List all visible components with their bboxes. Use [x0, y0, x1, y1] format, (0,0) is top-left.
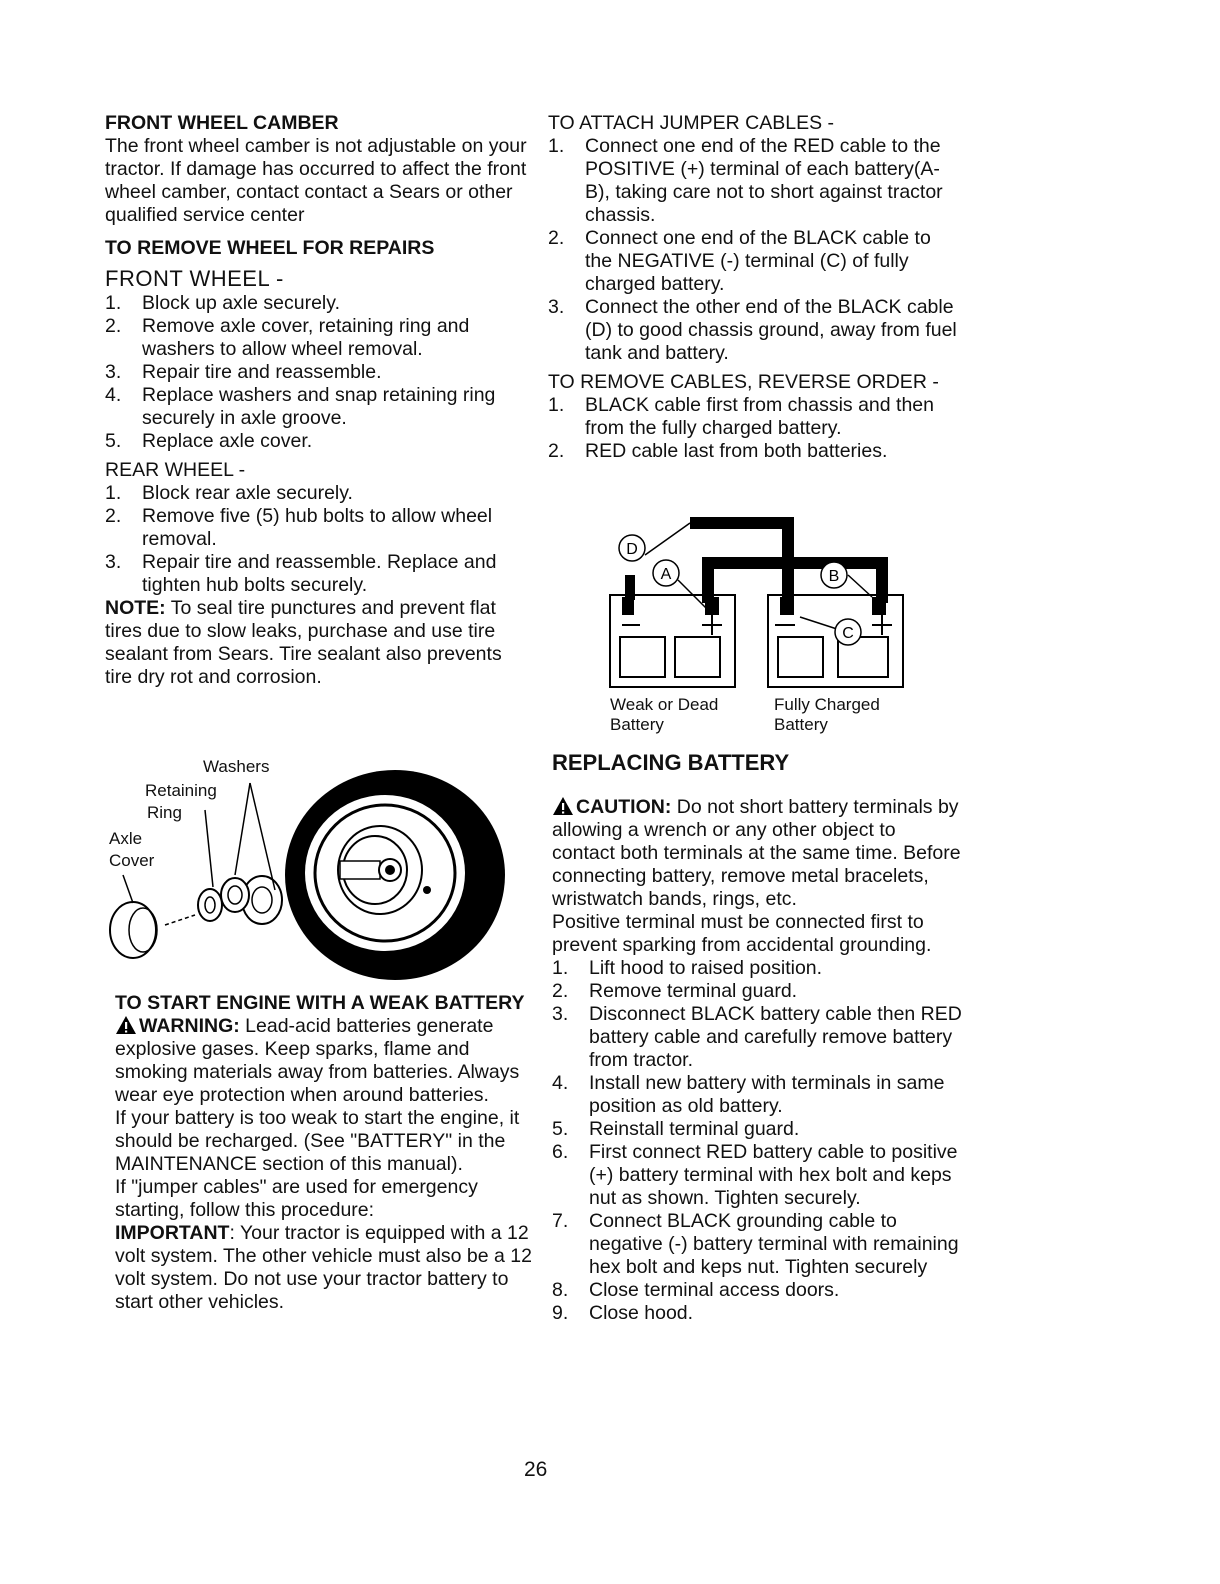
terminal-b-label: B [828, 568, 840, 585]
list-item: 3. Repair tire and reassemble. [105, 361, 382, 383]
front-wheel-steps [105, 292, 530, 453]
important-label: IMPORTANT [115, 1222, 230, 1244]
remove-wheel-heading: TO REMOVE WHEEL FOR REPAIRS [105, 237, 435, 259]
terminal-d-label: D [626, 541, 638, 558]
retaining-label: Retaining [145, 781, 217, 800]
weak-battery-label-line2: Battery [610, 715, 664, 734]
jumper-cables-steps [548, 135, 963, 365]
list-item: 9. Close hood. [552, 1302, 694, 1324]
list-item: 1. BLACK cable first from chassis and then from the fully charged battery. [548, 394, 934, 439]
page-number: 26 [524, 1458, 548, 1481]
caution-icon [552, 796, 574, 816]
list-item: 2. Connect one end of the BLACK cable to the NEGATIVE (-) terminal (C) of fully charged battery. [548, 227, 931, 295]
list-item: 5. Replace axle cover. [105, 430, 313, 452]
remove-cables-heading: TO REMOVE CABLES, REVERSE ORDER - [548, 371, 939, 393]
list-item: 3. Repair tire and reassemble. Replace and tighten hub bolts securely. [105, 551, 497, 596]
washers-label: Washers [203, 757, 270, 776]
weak-battery-label-line1: Weak or Dead [610, 695, 719, 714]
list-item: 7. Connect BLACK grounding cable to negative (-) battery terminal with remaining hex bolt and keps nut. Tighten securely [552, 1210, 959, 1278]
replacing-battery-section [552, 750, 962, 1325]
warning-label: WARNING: [139, 1015, 240, 1037]
recharge-paragraph: If your battery is too weak to start the engine, it should be recharged. (See "BATTERY" in the MAINTENANCE section of this manual). [115, 1107, 520, 1175]
list-item: 2. RED cable last from both batteries. [548, 440, 888, 462]
replacing-battery-heading: REPLACING BATTERY [552, 750, 790, 775]
list-item: 1. Block up axle securely. [105, 292, 340, 314]
list-item: 2. Remove five (5) hub bolts to allow wheel removal. [105, 505, 493, 550]
list-item: 3. Connect the other end of the BLACK cable (D) to good chassis ground, away from fuel tank and battery. [548, 296, 957, 364]
list-item: 2. Remove axle cover, retaining ring and washers to allow wheel removal. [105, 315, 470, 360]
rear-wheel-subheading: REAR WHEEL - [105, 459, 246, 481]
jumper-cables-heading: TO ATTACH JUMPER CABLES - [548, 112, 835, 134]
terminal-a-label: A [660, 566, 672, 583]
left-column [105, 112, 530, 689]
front-wheel-subheading: FRONT WHEEL - [105, 266, 284, 291]
list-item: 8. Close terminal access doors. [552, 1279, 840, 1301]
list-item: 1. Block rear axle securely. [105, 482, 353, 504]
front-wheel-camber-text: The front wheel camber is not adjustable on your tractor. If damage has occurred to affect the front wheel camber, contact contact a Sears or other qualified service center [105, 135, 527, 226]
tire-sealant-note: NOTE: To seal tire punctures and prevent flat tires due to slow leaks, purchase and use tire sealant from Sears. Tire sealant also prevents tire dry rot and corrosion. [105, 597, 502, 688]
charged-battery-label-line2: Battery [774, 715, 828, 734]
weak-battery-section [115, 992, 535, 1314]
list-item: 1. Connect one end of the RED cable to the POSITIVE (+) terminal of each battery(A-B), taking care not to short against tractor chassis. [548, 135, 943, 226]
list-item: 2. Remove terminal guard. [552, 980, 798, 1002]
jumper-cable-diagram [600, 515, 920, 745]
battery-diagram-drawing [600, 515, 920, 690]
note-label: NOTE: [105, 597, 166, 619]
rear-wheel-steps [105, 482, 530, 597]
weak-battery-heading: TO START ENGINE WITH A WEAK BATTERY [115, 992, 525, 1014]
terminal-c-label: C [842, 625, 854, 642]
warning-paragraph: WARNING: Lead-acid batteries generate explosive gases. Keep sparks, flame and smoking materials away from batteries. Always wear eye protection when around batteries. [115, 1015, 520, 1106]
axle-label: Axle [109, 829, 143, 848]
list-item: 4. Install new battery with terminals in same position as old battery. [552, 1072, 945, 1117]
front-wheel-camber-heading: FRONT WHEEL CAMBER [105, 112, 339, 134]
list-item: 3. Disconnect BLACK battery cable then RED battery cable and carefully remove battery from tractor. [552, 1003, 962, 1071]
caution-label: CAUTION: [576, 796, 672, 818]
important-paragraph: IMPORTANT: Your tractor is equipped with a 12 volt system. The other vehicle must also be a 12 volt system. Do not use your tractor battery to start other vehicles. [115, 1222, 532, 1313]
charged-battery-label-line1: Fully Charged [774, 695, 880, 714]
ring-label: Ring [147, 803, 182, 822]
remove-cables-steps [548, 394, 963, 463]
list-item: 6. First connect RED battery cable to positive (+) battery terminal with hex bolt and keps nut as shown. Tighten securely. [552, 1141, 958, 1209]
replacing-battery-steps [552, 957, 962, 1325]
positive-terminal-note: Positive terminal must be connected first to prevent sparking from accidental grounding. [552, 911, 932, 956]
jumper-intro-paragraph: If "jumper cables" are used for emergency starting, follow this procedure: [115, 1176, 478, 1221]
warning-icon [115, 1015, 137, 1035]
caution-paragraph: CAUTION: Do not short battery terminals by allowing a wrench or any other object to contact both terminals at the same time. Before connecting battery, remove metal bracelets, wristwatch bands, rings, etc. [552, 796, 961, 910]
list-item: 5. Reinstall terminal guard. [552, 1118, 800, 1140]
list-item: 1. Lift hood to raised position. [552, 957, 823, 979]
list-item: 4. Replace washers and snap retaining ring securely in axle groove. [105, 384, 496, 429]
wheel-assembly-figure [105, 755, 525, 980]
cover-label: Cover [109, 851, 155, 870]
right-column [548, 112, 963, 463]
